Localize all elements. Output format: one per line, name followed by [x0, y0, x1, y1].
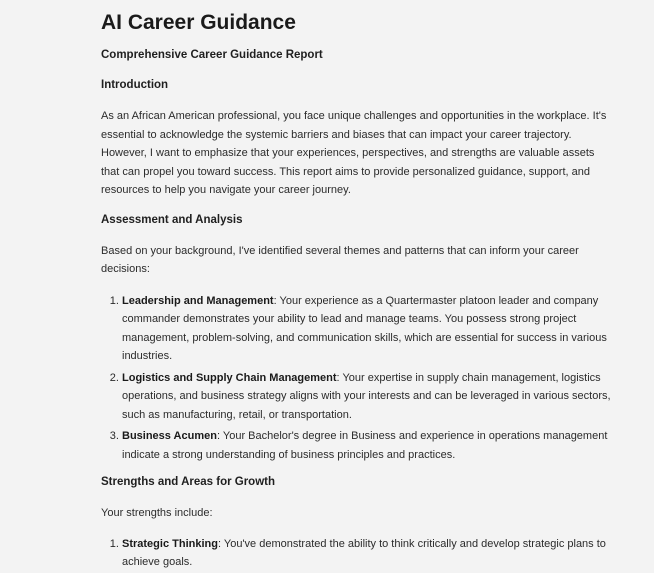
list-item-desc: : Your expertise in supply chain management, logistics operations, and business strategy aligns with your interests and can be leveraged in various sectors, such as manufacturing, retail, or transportation.	[122, 371, 611, 421]
list-item-term: Business Acumen	[122, 430, 217, 442]
assessment-heading: Assessment and Analysis	[101, 213, 243, 226]
list-item-term: Strategic Thinking	[122, 537, 218, 550]
report-title: Comprehensive Career Guidance Report	[101, 49, 323, 61]
list-item-term: Leadership and Management	[122, 294, 274, 307]
list-item-term: Logistics and Supply Chain Management	[122, 371, 337, 384]
report-content	[101, 9, 611, 573]
list-item	[122, 427, 611, 464]
list-item	[122, 369, 611, 425]
strengths-heading: Strengths and Areas for Growth	[101, 476, 276, 488]
strengths-text: Your strengths include:	[101, 507, 213, 519]
introduction-heading: Introduction	[101, 79, 169, 91]
list-item-desc: : Your experience as a Quartermaster platoon leader and company commander demonstrates your ability to lead and manage teams. You possess strong project management, problem-solving, and communication skills, which are essential for success in various industries.	[122, 294, 607, 362]
introduction-text: As an African American professional, you face unique challenges and opportunities in the workplace. It's essential to acknowledge the systemic barriers and biases that can impact your career trajectory. However, I want to emphasize that your experiences, perspectives, and strengths are valuable assets that can propel you toward success. This report aims to provide personalized guidance, support, and resources to help you navigate your career journey.	[101, 110, 607, 196]
list-item	[122, 535, 611, 572]
list-item-desc: : You've demonstrated the ability to think critically and develop strategic plans to achieve goals.	[122, 537, 606, 568]
assessment-text: Based on your background, I've identified several themes and patterns that can inform your career decisions:	[101, 244, 579, 275]
list-item	[122, 292, 611, 366]
list-item-desc: : Your Bachelor's degree in Business and experience in operations management indicate a strong understanding of business principles and practices.	[122, 430, 608, 461]
page-title: AI Career Guidance	[101, 11, 296, 34]
strengths-list	[101, 535, 611, 572]
assessment-list	[101, 292, 611, 465]
